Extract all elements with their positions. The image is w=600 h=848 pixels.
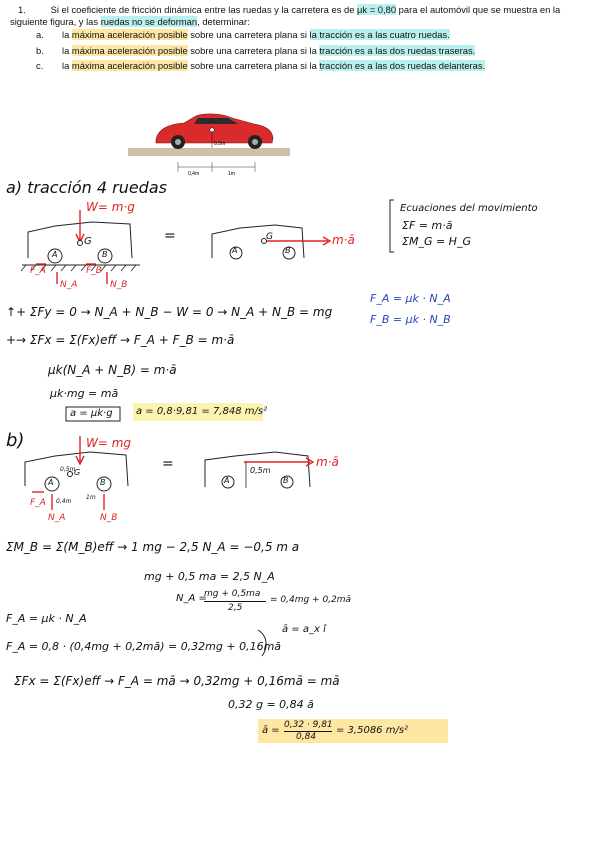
no-deform-text: ruedas no se deforman (100, 16, 198, 28)
item-highlight-1: máxima aceleración posible (71, 29, 188, 41)
fa-label-b: F_A (30, 498, 46, 508)
item-highlight-2: la tracción es a las cuatro ruedas. (309, 29, 450, 41)
eq-b-na-rhs: = 0,4mg + 0,2mā (270, 595, 352, 605)
g-label: G (84, 236, 92, 247)
final-lhs: ā = (262, 725, 280, 736)
eq-force: ΣF = m·ā (402, 219, 453, 232)
car-figure (128, 114, 290, 177)
wheel-b-kinetic-label: B (285, 246, 291, 255)
car-hub-front (252, 139, 258, 145)
result-a: a = 0,8·9,81 = 7,848 m/s² (136, 406, 268, 417)
inertia-label-b: m·ā (316, 455, 339, 469)
wheel-a-kinetic-label: A (232, 246, 238, 255)
eq-b-line-6: ΣFx = Σ(Fx)eff → F_A = mā → 0,32mg + 0,16mā = mā (14, 674, 340, 688)
item-label: c. (36, 59, 44, 71)
intro-text-3: , determinar: (197, 16, 250, 28)
na-label-b: N_A (48, 513, 66, 523)
item-highlight-2: tracción es a las dos ruedas delanteras. (319, 59, 486, 71)
eq-b-line-2: mg + 0,5 ma = 2,5 N_A (144, 570, 275, 583)
item-pre: la (62, 59, 70, 71)
intro-text-1: Si el coeficiente de fricción dinámica entre las ruedas y la carretera es de (50, 4, 355, 15)
final-num: 0,32 · 9,81 (284, 720, 333, 730)
weight-label-b: W= mg (86, 436, 132, 450)
item-mid: sobre una carretera plana si (190, 29, 307, 41)
nb-label-b: N_B (100, 513, 118, 523)
eq-line-1: ↑+ ΣFy = 0 → N_A + N_B − W = 0 → N_A + N_B = mg (6, 305, 333, 319)
g-label-b: G (74, 468, 81, 477)
eq-moment: ΣM_G = H_G (402, 235, 471, 248)
na-label: N_A (60, 280, 78, 290)
g-marker (78, 241, 83, 246)
item-pre: la (62, 44, 70, 56)
wheel-b-kinetic-label-b: B (283, 476, 289, 485)
eq-line-3: μk(N_A + N_B) = m·ā (48, 363, 177, 377)
dim-b-label: 1m (228, 171, 235, 177)
friction-a: F_A = μk · N_A (370, 292, 451, 305)
dim-height-label: 0,5m (214, 141, 226, 147)
fb-label: F_B (86, 266, 102, 276)
fa-label: F_A (30, 266, 46, 276)
equals-sign-b: = (162, 456, 174, 472)
dim-a-label: 0,4m (188, 171, 200, 177)
equals-sign: = (164, 228, 176, 244)
eq-b-na-lhs: N_A = (176, 593, 207, 604)
part-a-title: a) tracción 4 ruedas (6, 178, 167, 197)
eq-b-na-num: mg + 0,5ma (204, 589, 261, 599)
g-kinetic-label: G (266, 232, 273, 242)
wheel-b-label-b: B (100, 478, 106, 487)
eq-b-line-1: ΣM_B = Σ(M_B)eff → 1 mg − 2,5 N_A = −0,5 m a (6, 540, 300, 554)
eq-line-2: +→ ΣFx = Σ(Fx)eff → F_A + F_B = m·ā (6, 333, 235, 347)
eq-b-line-4: F_A = μk · N_A (6, 612, 87, 625)
eq-b-line-5: F_A = 0,8 · (0,4mg + 0,2mā) = 0,32mg + 0,16mā (6, 640, 282, 653)
dim-front-b: 1m (86, 494, 96, 501)
intro-text-2: para el automóvil que se muestra en la siguiente figura, y las (10, 4, 561, 28)
eq-line-4: μk·mg = mā (50, 387, 119, 400)
nb-label: N_B (110, 280, 128, 290)
eq-brace (390, 200, 394, 252)
fraction-bar (204, 601, 266, 602)
wheel-a-label: A (52, 250, 58, 259)
dim-small-b: 0,5m (60, 466, 76, 473)
wheel-a-kinetic-label-b: A (224, 476, 230, 485)
item-highlight-1: máxima aceleración posible (71, 44, 188, 56)
item-label: a. (36, 29, 44, 41)
dim-h-b: 0,5m (250, 466, 271, 475)
car-hub-rear (175, 139, 181, 145)
wheel-a-label-b: A (48, 478, 54, 487)
weight-label: W= m·g (86, 200, 135, 214)
problem-number: 1. (18, 4, 26, 15)
mu-value: μk = 0,80 (357, 4, 397, 15)
final-den: 0,84 (296, 732, 317, 742)
wheel-b-label: B (102, 250, 108, 259)
eq-b-line-7: 0,32 g = 0,84 ā (228, 698, 314, 711)
eq-b-na-den: 2,5 (228, 603, 243, 613)
part-b-title: b) (6, 430, 25, 451)
item-highlight-2: tracción es a las dos ruedas traseras. (319, 44, 476, 56)
road-surface (128, 148, 290, 156)
inertia-label: m·ā (332, 233, 355, 247)
result-box-text: a = μk·g (70, 408, 113, 419)
item-mid: sobre una carretera plana si la (190, 44, 317, 56)
friction-b: F_B = μk · N_B (370, 313, 451, 326)
item-label: b. (36, 44, 44, 56)
item-mid: sobre una carretera plana si la (190, 59, 317, 71)
item-highlight-1: máxima aceleración posible (71, 59, 188, 71)
final-rhs: = 3,5086 m/s² (336, 725, 409, 736)
item-pre: la (62, 29, 70, 41)
side-note: ā = a_x î (282, 624, 326, 635)
dim-rear-b: 0,4m (56, 498, 72, 505)
eq-title: Ecuaciones del movimiento (400, 203, 538, 214)
